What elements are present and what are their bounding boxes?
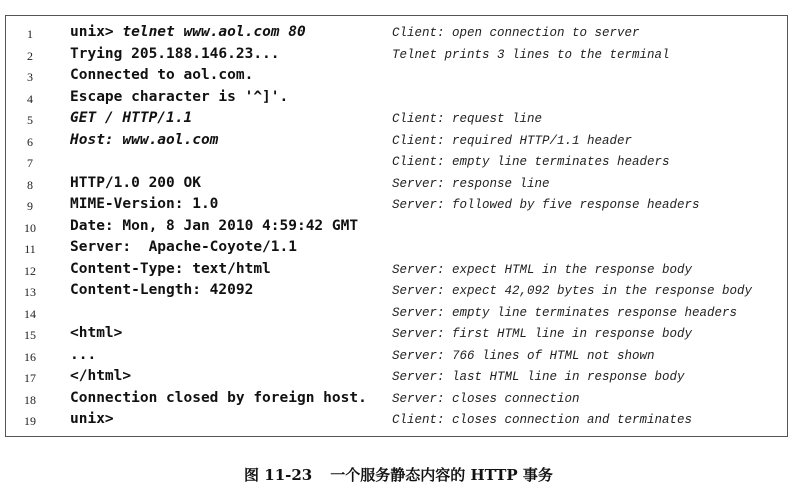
line-number: 17 [24,371,36,385]
line-code: </html> [70,368,132,384]
code-typed-command: telnet www.aol.com 80 [122,24,306,40]
line-number: 11 [24,242,36,256]
line-number: 8 [27,177,33,192]
line-code: Server: Apache-Coyote/1.1 [70,239,297,255]
line-number: 14 [24,306,36,321]
line-number: 9 [27,199,33,213]
line-code: Connection closed by foreign host. [70,389,367,406]
line-annotation: Server: empty line terminates response headers [392,305,738,320]
line-number: 3 [27,70,33,84]
line-code: Connected to aol.com. [70,67,254,83]
line-code: Escape character is '^]'. [70,88,289,105]
listing-line [6,238,787,259]
line-number: 13 [24,285,36,299]
line-number: 6 [27,134,33,149]
line-annotation: Server: expect 42,092 bytes in the response body [392,284,753,298]
line-code [70,24,306,40]
line-annotation: Server: expect HTML in the response body [392,262,693,277]
listing-line [6,152,787,173]
line-number: 15 [24,328,36,342]
line-number: 5 [27,113,33,127]
code-listing-frame [5,15,788,437]
line-annotation: Client: open connection to server [392,26,640,40]
line-annotation: Server: response line [392,176,550,191]
listing-line [6,131,787,152]
line-number: 10 [24,220,36,235]
line-number: 19 [24,414,36,428]
listing-line [6,367,787,388]
line-code: Host: www.aol.com [70,131,219,148]
line-number: 1 [27,27,33,41]
listing-line [6,217,787,238]
line-number: 2 [27,48,33,63]
line-number: 12 [24,263,36,278]
listing-line [6,346,787,367]
line-code: Date: Mon, 8 Jan 2010 4:59:42 GMT [70,217,359,234]
line-number: 16 [24,349,36,364]
code-prompt: unix> [70,24,123,40]
listing-line [6,281,787,302]
listing-line [6,45,787,66]
listing-line [6,66,787,87]
listing-line [6,109,787,130]
line-code: <html> [70,325,123,341]
listing-line [6,410,787,431]
line-annotation: Server: last HTML line in response body [392,370,685,384]
listing-line [6,303,787,324]
line-code: Content-Length: 42092 [70,282,254,298]
line-code: Trying 205.188.146.23... [70,45,280,62]
line-number: 7 [27,156,33,170]
listing-line [6,389,787,410]
listing-line [6,324,787,345]
line-number: 18 [24,392,36,407]
listing-line [6,260,787,281]
line-annotation: Client: empty line terminates headers [392,155,670,169]
figure-title: 一个服务静态内容的 HTTP 事务 [330,466,553,484]
line-annotation: Client: required HTTP/1.1 header [392,133,633,148]
line-annotation: Server: closes connection [392,391,580,406]
line-code: MIME-Version: 1.0 [70,196,219,212]
line-annotation: Client: closes connection and terminates [392,413,693,427]
listing-line [6,23,787,44]
line-annotation: Server: first HTML line in response body [392,327,693,341]
line-annotation: Server: followed by five response headers [392,198,700,212]
line-annotation: Client: request line [392,112,543,126]
listing-line [6,174,787,195]
figure-label: 图 11-23 [244,466,313,484]
line-code: GET / HTTP/1.1 [70,110,193,126]
line-code: ... [70,346,97,363]
listing-line [6,195,787,216]
line-annotation: Telnet prints 3 lines to the terminal [392,47,670,62]
line-code: HTTP/1.0 200 OK [70,174,201,191]
line-number: 4 [27,91,33,106]
line-code: unix> [70,411,114,427]
listing-line [6,88,787,109]
line-code: Content-Type: text/html [70,260,271,277]
figure-caption [0,464,797,485]
line-annotation: Server: 766 lines of HTML not shown [392,348,655,363]
